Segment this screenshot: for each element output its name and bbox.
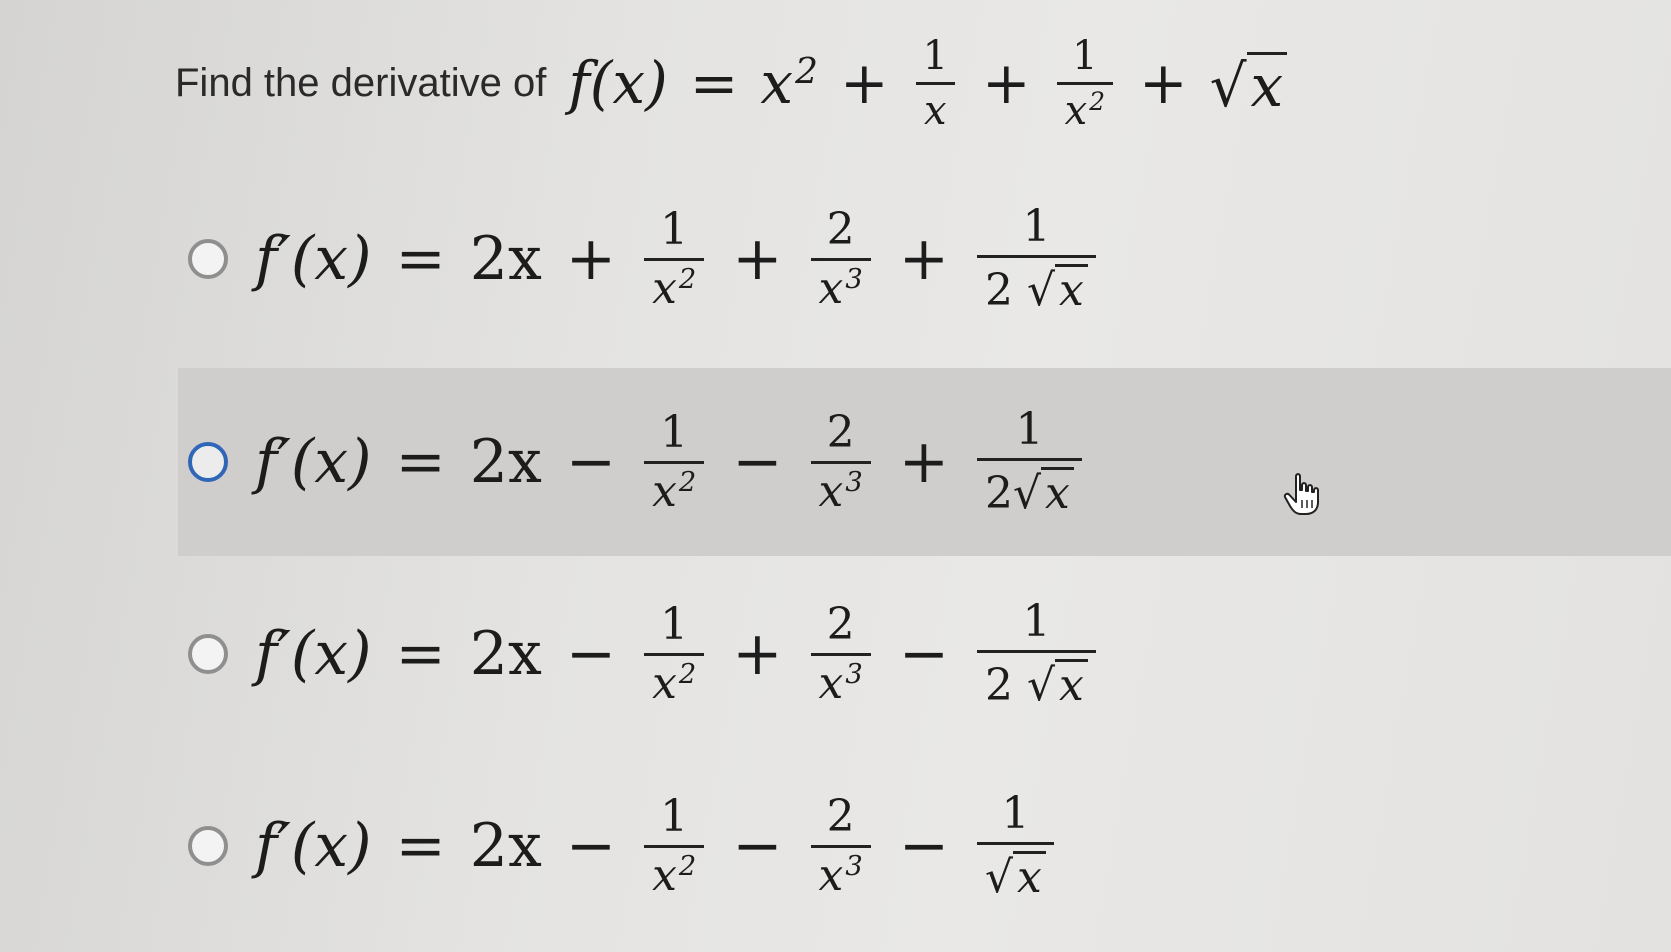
radio-button[interactable] [188, 239, 228, 279]
function-expression [568, 32, 1287, 134]
term-x-squared: $x^2$ [760, 49, 818, 117]
answer-option-4[interactable] [0, 752, 1671, 940]
term-sqrt-x: √ x [1210, 52, 1288, 115]
plus-sign: + [982, 49, 1031, 117]
equals-sign: = [689, 49, 739, 117]
radio-button[interactable] [188, 442, 228, 482]
question-prompt [175, 28, 1287, 138]
plus-sign: + [839, 49, 889, 117]
option-expression: f′(x) = 2x − $\frac{1}{x^2}$ + $\frac{2}{x^3}$ − 1 2 √ x [255, 600, 1100, 708]
question-text: Find the derivative of [175, 60, 547, 105]
hand-pointer-icon [1282, 472, 1322, 516]
option-expression: f′(x) = 2x + $\frac{1}{x^2}$ + $\frac{2}{x^3}$ + 1 2 √ x [255, 205, 1100, 313]
radio-button[interactable] [188, 634, 228, 674]
answer-option-2[interactable] [178, 368, 1671, 556]
plus-sign: + [1138, 49, 1188, 117]
function-name: f(x) [568, 49, 668, 117]
radio-button[interactable] [188, 826, 228, 866]
answer-option-1[interactable] [0, 165, 1671, 353]
answer-option-3[interactable] [0, 560, 1671, 748]
term-one-over-x-squared: $\frac{1}{x^2}$ [1057, 36, 1113, 131]
option-expression: f′(x) = 2x − $\frac{1}{x^2}$ − $\frac{2}{x^3}$ − 1 √ x [255, 792, 1058, 900]
option-expression: f′(x) = 2x − $\frac{1}{x^2}$ − $\frac{2}{x^3}$ + 1 2 √ x [255, 408, 1086, 516]
term-one-over-x: $\frac{1}{x}$ [915, 36, 956, 131]
